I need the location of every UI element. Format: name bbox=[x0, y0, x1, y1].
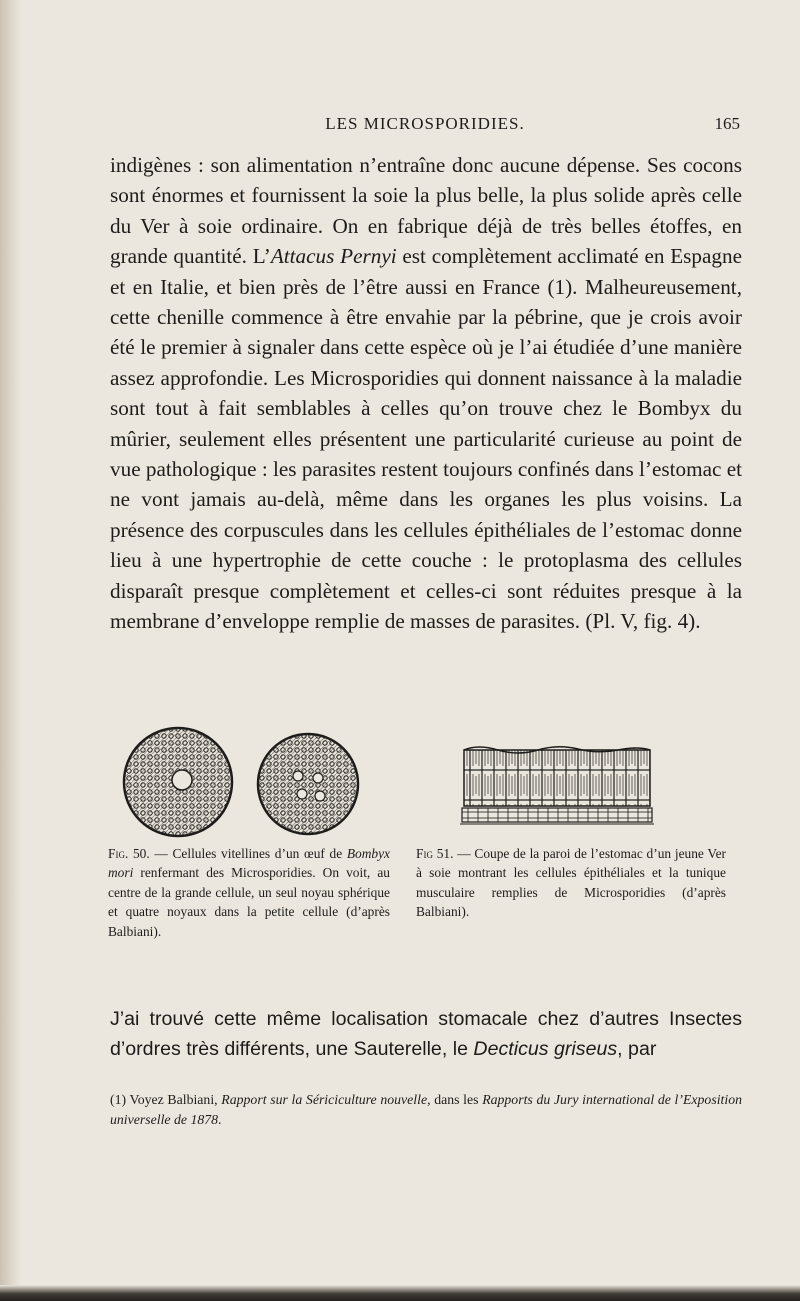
large-cell-nucleus bbox=[172, 770, 192, 790]
footnote-text: (1) Voyez Balbiani, bbox=[110, 1092, 222, 1107]
footnote-text-cont: , dans les bbox=[427, 1092, 483, 1107]
figure-50-illustration bbox=[112, 726, 432, 838]
epithelial-layer bbox=[464, 750, 650, 806]
figures-block bbox=[108, 726, 748, 1026]
figure-50-caption bbox=[108, 844, 390, 941]
second-paragraph bbox=[110, 1004, 742, 1064]
paragraph-2-text: J’ai trouvé cette même localisation stomacale chez d’autres Insectes d’ordres très différents, une Sauterelle, le bbox=[110, 1008, 742, 1060]
main-paragraph bbox=[110, 150, 742, 637]
footnote-jury-title: Rapports du Jury international de l’Exposition universelle de 1878 bbox=[110, 1092, 742, 1127]
page-bottom-edge bbox=[0, 1285, 800, 1301]
page-header bbox=[110, 114, 740, 138]
page-number: 165 bbox=[714, 114, 740, 133]
decticus-species-name: Decticus griseus bbox=[473, 1038, 618, 1060]
footnote-text-end: . bbox=[218, 1112, 222, 1127]
muscular-layer bbox=[462, 808, 652, 822]
figure-50-text-cont: renfermant des Microsporidies. On voit, au centre de la grande cellule, un seul noyau sphérique et quatre noyaux dans la petite cellule (d’après Balbiani). bbox=[108, 865, 390, 939]
figure-51-illustration bbox=[458, 740, 658, 832]
figure-50-species: Bombyx mori bbox=[108, 846, 390, 881]
running-title: LES MICROSPORIDIES. bbox=[325, 114, 525, 133]
paragraph-text-cont: est complètement acclimaté en Espagne et en Italie, et bien près de l’être aussi en France (1). Malheureusement, cette chenille commence à être envahie par la pébrine, que je crois avoir été le premier à signaler dans cette espèce où je l’ai étudiée d’une manière assez approfondie. Les Microsporidies qui donnent naissance à la maladie sont tout à fait semblables à celles qu’on trouve chez le Bombyx du mûrier, seulement elles présentent une particularité curieuse au point de vue pathologique : les parasites restent toujours confinés dans l’estomac et ne vont jamais au-delà, même dans les organes les plus voisins. La présence des corpuscules dans les cellules épithéliales de l’estomac donne lieu à une hypertrophie de cette couche : le protoplasma des cellules disparaît presque complètement et celles-ci sont réduites presque à la membrane d’enveloppe remplie de masses de parasites. (Pl. V, fig. 4). bbox=[110, 244, 742, 634]
figure-51-text: — Coupe de la paroi de l’estomac d’un jeune Ver à soie montrant les cellules épithéliales et la tunique musculaire remplies de Microsporidies (d’après Balbiani). bbox=[416, 846, 726, 920]
figure-51-number: Fig 51. bbox=[416, 846, 454, 861]
figure-50-text: — Cellules vitellines d’un œuf de bbox=[149, 846, 347, 861]
paragraph-2-text-cont: , par bbox=[617, 1038, 657, 1060]
paragraph-text: indigènes : son alimentation n’entraîne donc aucune dépense. Ses cocons sont énormes et fournissent la soie la plus belle, la plus solide après celle du Ver à soie ordinaire. On en fabrique déjà de très belles étoffes, en grande quantité. L’ bbox=[110, 153, 742, 269]
figure-50-number: Fig. 50. bbox=[108, 846, 150, 861]
figure-51-caption bbox=[416, 844, 726, 922]
species-name: Attacus Pernyi bbox=[270, 244, 397, 269]
page-gutter bbox=[0, 0, 22, 1301]
footnote-report-title: Rapport sur la Sériciculture nouvelle bbox=[221, 1092, 428, 1107]
footnote bbox=[110, 1090, 742, 1130]
